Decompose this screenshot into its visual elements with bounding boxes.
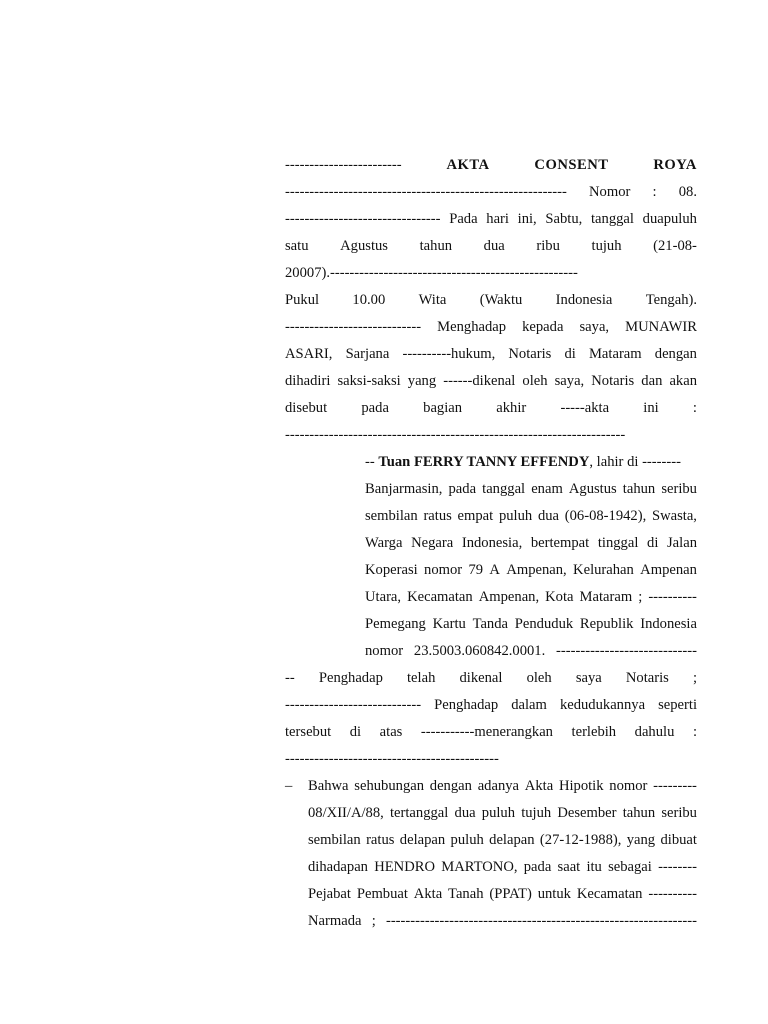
word: -------- bbox=[658, 859, 697, 875]
word: Swasta, bbox=[651, 508, 697, 524]
word: dua bbox=[537, 508, 560, 524]
word: ---------------------------- bbox=[285, 697, 422, 713]
word: Ampenan, bbox=[478, 589, 540, 605]
word: Notaris bbox=[508, 346, 552, 362]
word: satu bbox=[285, 238, 309, 254]
word: duapuluh bbox=[642, 211, 697, 227]
party-line bbox=[365, 557, 697, 584]
bullet-line bbox=[308, 881, 697, 908]
party-line bbox=[365, 503, 697, 530]
word: pada bbox=[448, 481, 477, 497]
word: Hipotik bbox=[558, 778, 604, 794]
word: A bbox=[489, 562, 500, 578]
word: Pemegang bbox=[365, 616, 426, 632]
word: Penghadap bbox=[318, 670, 383, 686]
word: 23.5003.060842.0001. bbox=[413, 643, 546, 659]
body-line bbox=[285, 233, 697, 260]
word: Desember bbox=[557, 805, 617, 821]
word: delapan bbox=[399, 832, 446, 848]
word: enam bbox=[531, 481, 563, 497]
word: bagian bbox=[423, 400, 463, 416]
title-word-akta: AKTA bbox=[446, 157, 490, 173]
word: yang bbox=[407, 373, 437, 389]
bullet-line bbox=[308, 854, 697, 881]
word: ---------- bbox=[648, 886, 697, 902]
word: ; bbox=[692, 670, 697, 686]
word: Indonesia bbox=[555, 292, 613, 308]
word: Penghadap bbox=[434, 697, 499, 713]
word: MUNAWIR bbox=[625, 319, 697, 335]
word: akan bbox=[669, 373, 697, 389]
word: 08/XII/A/88, bbox=[308, 805, 384, 821]
word: tahun bbox=[622, 481, 656, 497]
word: Akta bbox=[524, 778, 554, 794]
word: Akta bbox=[413, 886, 443, 902]
word: ribu bbox=[536, 238, 560, 254]
word: nomor bbox=[365, 643, 404, 659]
word: ini, bbox=[517, 211, 537, 227]
word: terlebih bbox=[571, 724, 617, 740]
body-line: ---------------------------------------------------------------------- bbox=[285, 427, 626, 443]
word: dikenal bbox=[459, 670, 503, 686]
word: tahun bbox=[622, 805, 656, 821]
word: saksi-saksi bbox=[337, 373, 401, 389]
word: Agustus bbox=[340, 238, 388, 254]
word: oleh bbox=[526, 670, 552, 686]
word: Pembuat bbox=[356, 886, 408, 902]
word: tujuh bbox=[521, 805, 552, 821]
party-line bbox=[365, 530, 697, 557]
body-line bbox=[285, 395, 697, 422]
body-line bbox=[285, 719, 697, 746]
party-name: Tuan FERRY TANNY EFFENDY bbox=[378, 454, 590, 470]
word: tanggal bbox=[482, 481, 526, 497]
word: ----------------------------- bbox=[556, 643, 697, 659]
word: sehubungan bbox=[354, 778, 425, 794]
word: 10.00 bbox=[352, 292, 386, 308]
word: Tengah). bbox=[645, 292, 697, 308]
body-line bbox=[285, 665, 697, 692]
word: (21-08- bbox=[653, 238, 697, 254]
word: Mataram bbox=[588, 346, 642, 362]
word: nomor bbox=[609, 778, 648, 794]
word: tinggal bbox=[597, 535, 639, 551]
word: dua bbox=[454, 805, 476, 821]
word: tanggal bbox=[590, 211, 634, 227]
word: Mataram bbox=[579, 589, 633, 605]
word: empat bbox=[457, 508, 494, 524]
word: --------- bbox=[653, 778, 697, 794]
word: : bbox=[652, 184, 657, 200]
word: Pada bbox=[449, 211, 478, 227]
word: puluh bbox=[481, 805, 516, 821]
word: dahulu bbox=[634, 724, 675, 740]
bullet-dash: – bbox=[285, 778, 293, 794]
word: kedudukannya bbox=[559, 697, 646, 713]
word: dua bbox=[483, 238, 505, 254]
body-line: -------------------------------------------- bbox=[285, 751, 499, 767]
word: Koperasi bbox=[365, 562, 418, 578]
word: atas bbox=[379, 724, 403, 740]
word: Republik bbox=[579, 616, 634, 632]
word: untuk bbox=[537, 886, 571, 902]
word: saya, bbox=[579, 319, 610, 335]
word: : bbox=[692, 724, 697, 740]
word: sebagai bbox=[608, 859, 652, 875]
word: Kecamatan bbox=[407, 589, 473, 605]
word: Warga bbox=[365, 535, 403, 551]
word: ini bbox=[643, 400, 659, 416]
document-title bbox=[285, 152, 697, 179]
bullet-line bbox=[308, 908, 697, 935]
word: ; bbox=[638, 589, 643, 605]
party-prefix: -- bbox=[365, 454, 379, 470]
word: -------------------------------- bbox=[285, 211, 441, 227]
body-line bbox=[285, 206, 697, 233]
party-line bbox=[365, 638, 697, 665]
word: (27-12-1988), bbox=[539, 832, 622, 848]
title-word-consent: CONSENT bbox=[534, 157, 609, 173]
word: Negara bbox=[411, 535, 454, 551]
word: ratus bbox=[366, 832, 395, 848]
word: Ampenan, bbox=[506, 562, 567, 578]
word: Banjarmasin, bbox=[365, 481, 443, 497]
word: disebut bbox=[285, 400, 328, 416]
word: hari bbox=[486, 211, 509, 227]
word: Kecamatan bbox=[576, 886, 643, 902]
word: Notaris bbox=[591, 373, 635, 389]
word: Kota bbox=[545, 589, 574, 605]
title-dashes: ------------------------ bbox=[285, 157, 402, 173]
word: seribu bbox=[661, 805, 697, 821]
word: Narmada bbox=[308, 913, 362, 929]
word: Pukul bbox=[285, 292, 320, 308]
word: Jalan bbox=[667, 535, 697, 551]
word: dengan bbox=[654, 346, 697, 362]
word: -----akta bbox=[560, 400, 610, 416]
word: ---------------------------------------------------------- bbox=[285, 184, 567, 200]
body-line bbox=[285, 179, 697, 206]
word: tersebut bbox=[285, 724, 332, 740]
party-line bbox=[365, 476, 697, 503]
word: Tanah bbox=[448, 886, 484, 902]
title-word-roya: ROYA bbox=[653, 157, 697, 173]
word: dihadiri bbox=[285, 373, 331, 389]
word: tertanggal bbox=[389, 805, 449, 821]
word: dihadapan bbox=[308, 859, 368, 875]
party-suffix: , lahir di -------- bbox=[589, 454, 681, 470]
word: -- bbox=[285, 670, 295, 686]
word: akhir bbox=[496, 400, 527, 416]
word: puluh bbox=[498, 508, 533, 524]
word: Menghadap bbox=[437, 319, 507, 335]
word: ---------------------------------------------------------------- bbox=[385, 913, 697, 929]
word: dalam bbox=[511, 697, 547, 713]
word: adanya bbox=[477, 778, 520, 794]
body-line bbox=[285, 341, 697, 368]
word: di bbox=[564, 346, 576, 362]
word: ----------hukum, bbox=[402, 346, 496, 362]
body-line: 20007).--------------------------------------------------- bbox=[285, 265, 578, 281]
party-name-line bbox=[365, 449, 697, 476]
bullet-line bbox=[308, 827, 697, 854]
word: ; bbox=[371, 913, 376, 929]
word: dan bbox=[641, 373, 663, 389]
word: HENDRO bbox=[374, 859, 436, 875]
word: yang bbox=[626, 832, 656, 848]
word: Agustus bbox=[568, 481, 617, 497]
party-line bbox=[365, 584, 697, 611]
body-line bbox=[285, 287, 697, 314]
word: dengan bbox=[429, 778, 472, 794]
word: kepada bbox=[522, 319, 564, 335]
word: pada bbox=[523, 859, 552, 875]
word: Notaris bbox=[625, 670, 669, 686]
word: Kelurahan bbox=[573, 562, 634, 578]
word: Kartu bbox=[432, 616, 466, 632]
word: ---------- bbox=[648, 589, 697, 605]
word: di bbox=[647, 535, 659, 551]
word: nomor bbox=[424, 562, 463, 578]
word: sembilan bbox=[365, 508, 418, 524]
word: saya bbox=[575, 670, 602, 686]
body-line bbox=[285, 368, 697, 395]
word: seribu bbox=[661, 481, 697, 497]
word: : bbox=[692, 400, 697, 416]
word: (Waktu bbox=[479, 292, 523, 308]
word: Bahwa bbox=[308, 778, 349, 794]
body-line bbox=[285, 692, 697, 719]
word: pada bbox=[361, 400, 389, 416]
word: ratus bbox=[423, 508, 452, 524]
word: -----------menerangkan bbox=[420, 724, 553, 740]
word: oleh bbox=[522, 373, 548, 389]
word: puluh bbox=[450, 832, 484, 848]
word: Nomor bbox=[589, 184, 631, 200]
word: Pejabat bbox=[308, 886, 351, 902]
word: itu bbox=[586, 859, 602, 875]
word: Wita bbox=[418, 292, 447, 308]
bullet-line bbox=[308, 800, 697, 827]
word: telah bbox=[407, 670, 436, 686]
word: Sarjana bbox=[345, 346, 390, 362]
word: tujuh bbox=[591, 238, 622, 254]
word: Tanda bbox=[472, 616, 509, 632]
word: Utara, bbox=[365, 589, 402, 605]
word: delapan bbox=[489, 832, 535, 848]
word: dibuat bbox=[660, 832, 697, 848]
word: di bbox=[349, 724, 362, 740]
word: ------dikenal bbox=[443, 373, 516, 389]
word: MARTONO, bbox=[441, 859, 518, 875]
party-line bbox=[365, 611, 697, 638]
word: seperti bbox=[658, 697, 697, 713]
word: 08. bbox=[678, 184, 697, 200]
word: Penduduk bbox=[514, 616, 574, 632]
word: ---------------------------- bbox=[285, 319, 422, 335]
word: (06-08-1942), bbox=[564, 508, 647, 524]
word: Ampenan bbox=[640, 562, 697, 578]
word: saat bbox=[557, 859, 581, 875]
word: Indonesia bbox=[640, 616, 697, 632]
word: ASARI, bbox=[285, 346, 333, 362]
word: (PPAT) bbox=[489, 886, 532, 902]
word: Sabtu, bbox=[545, 211, 583, 227]
word: tahun bbox=[419, 238, 453, 254]
word: Indonesia, bbox=[461, 535, 523, 551]
body-line bbox=[285, 314, 697, 341]
word: sembilan bbox=[308, 832, 361, 848]
word: bertempat bbox=[530, 535, 590, 551]
bullet-line bbox=[308, 773, 697, 800]
word: saya, bbox=[554, 373, 585, 389]
word: 79 bbox=[468, 562, 484, 578]
